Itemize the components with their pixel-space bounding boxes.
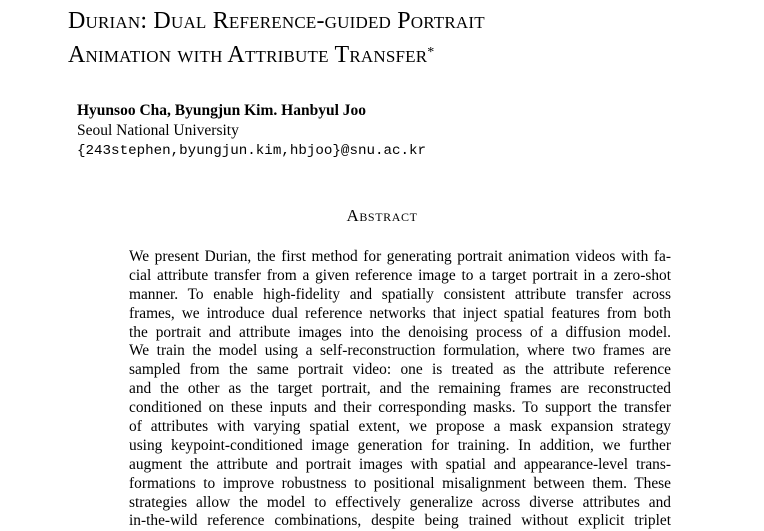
abstract-line: We train the model using a self-reconstruction formulation, where two frames are bbox=[129, 342, 671, 360]
author-emails: {243stephen,byungjun.kim,hbjoo}@snu.ac.kr bbox=[77, 143, 427, 159]
paper-title-line-2 bbox=[68, 38, 748, 72]
author-list: Hyunsoo Cha, Byungjun Kim. Hanbyul Joo bbox=[77, 102, 366, 119]
abstract-heading: Abstract bbox=[346, 206, 418, 225]
abstract-line: manner. To enable high-fidelity and spatially consistent attribute transfer across bbox=[129, 285, 671, 303]
abstract-line: formations to improve robustness to positional misalignment between them. These bbox=[129, 474, 671, 492]
abstract-line: augment the attribute and portrait images with spatial and appearance-level trans- bbox=[129, 455, 671, 473]
abstract-line: sampled from the same portrait video: one is treated as the attribute reference bbox=[129, 361, 671, 379]
affiliation: Seoul National University bbox=[77, 122, 239, 139]
abstract-line: using keypoint-conditioned image generation for training. In addition, we further bbox=[129, 436, 671, 454]
abstract-line: strategies allow the model to effectively generalize across diverse attributes and bbox=[129, 493, 671, 511]
paper-title bbox=[68, 4, 748, 72]
abstract-line: and the other as the target portrait, and the remaining frames are reconstructed bbox=[129, 380, 671, 398]
abstract-line: We present Durian, the first method for generating portrait animation videos with fa- bbox=[129, 248, 671, 265]
abstract-line: frames, we introduce dual reference networks that inject spatial features from both bbox=[129, 304, 671, 322]
abstract-body bbox=[129, 248, 671, 531]
title-footnote-mark[interactable]: * bbox=[427, 45, 435, 60]
abstract-line: in-the-wild reference combinations, despite being trained without explicit triplet bbox=[129, 512, 671, 530]
abstract-line: of attributes with varying spatial extent, we propose a mask expansion strategy bbox=[129, 418, 671, 436]
abstract-line: conditioned on these inputs and their corresponding masks. To support the transfer bbox=[129, 399, 671, 417]
paper-title-line-1: Durian: Dual Reference-guided Portrait bbox=[68, 8, 485, 34]
abstract-line: cial attribute transfer from a given reference image to a target portrait in a zero-shot bbox=[129, 266, 671, 284]
paper-title-line-2-text: Animation with Attribute Transfer bbox=[68, 42, 428, 68]
abstract-line: the portrait and attribute images into the denoising process of a diffusion model. bbox=[129, 323, 671, 341]
